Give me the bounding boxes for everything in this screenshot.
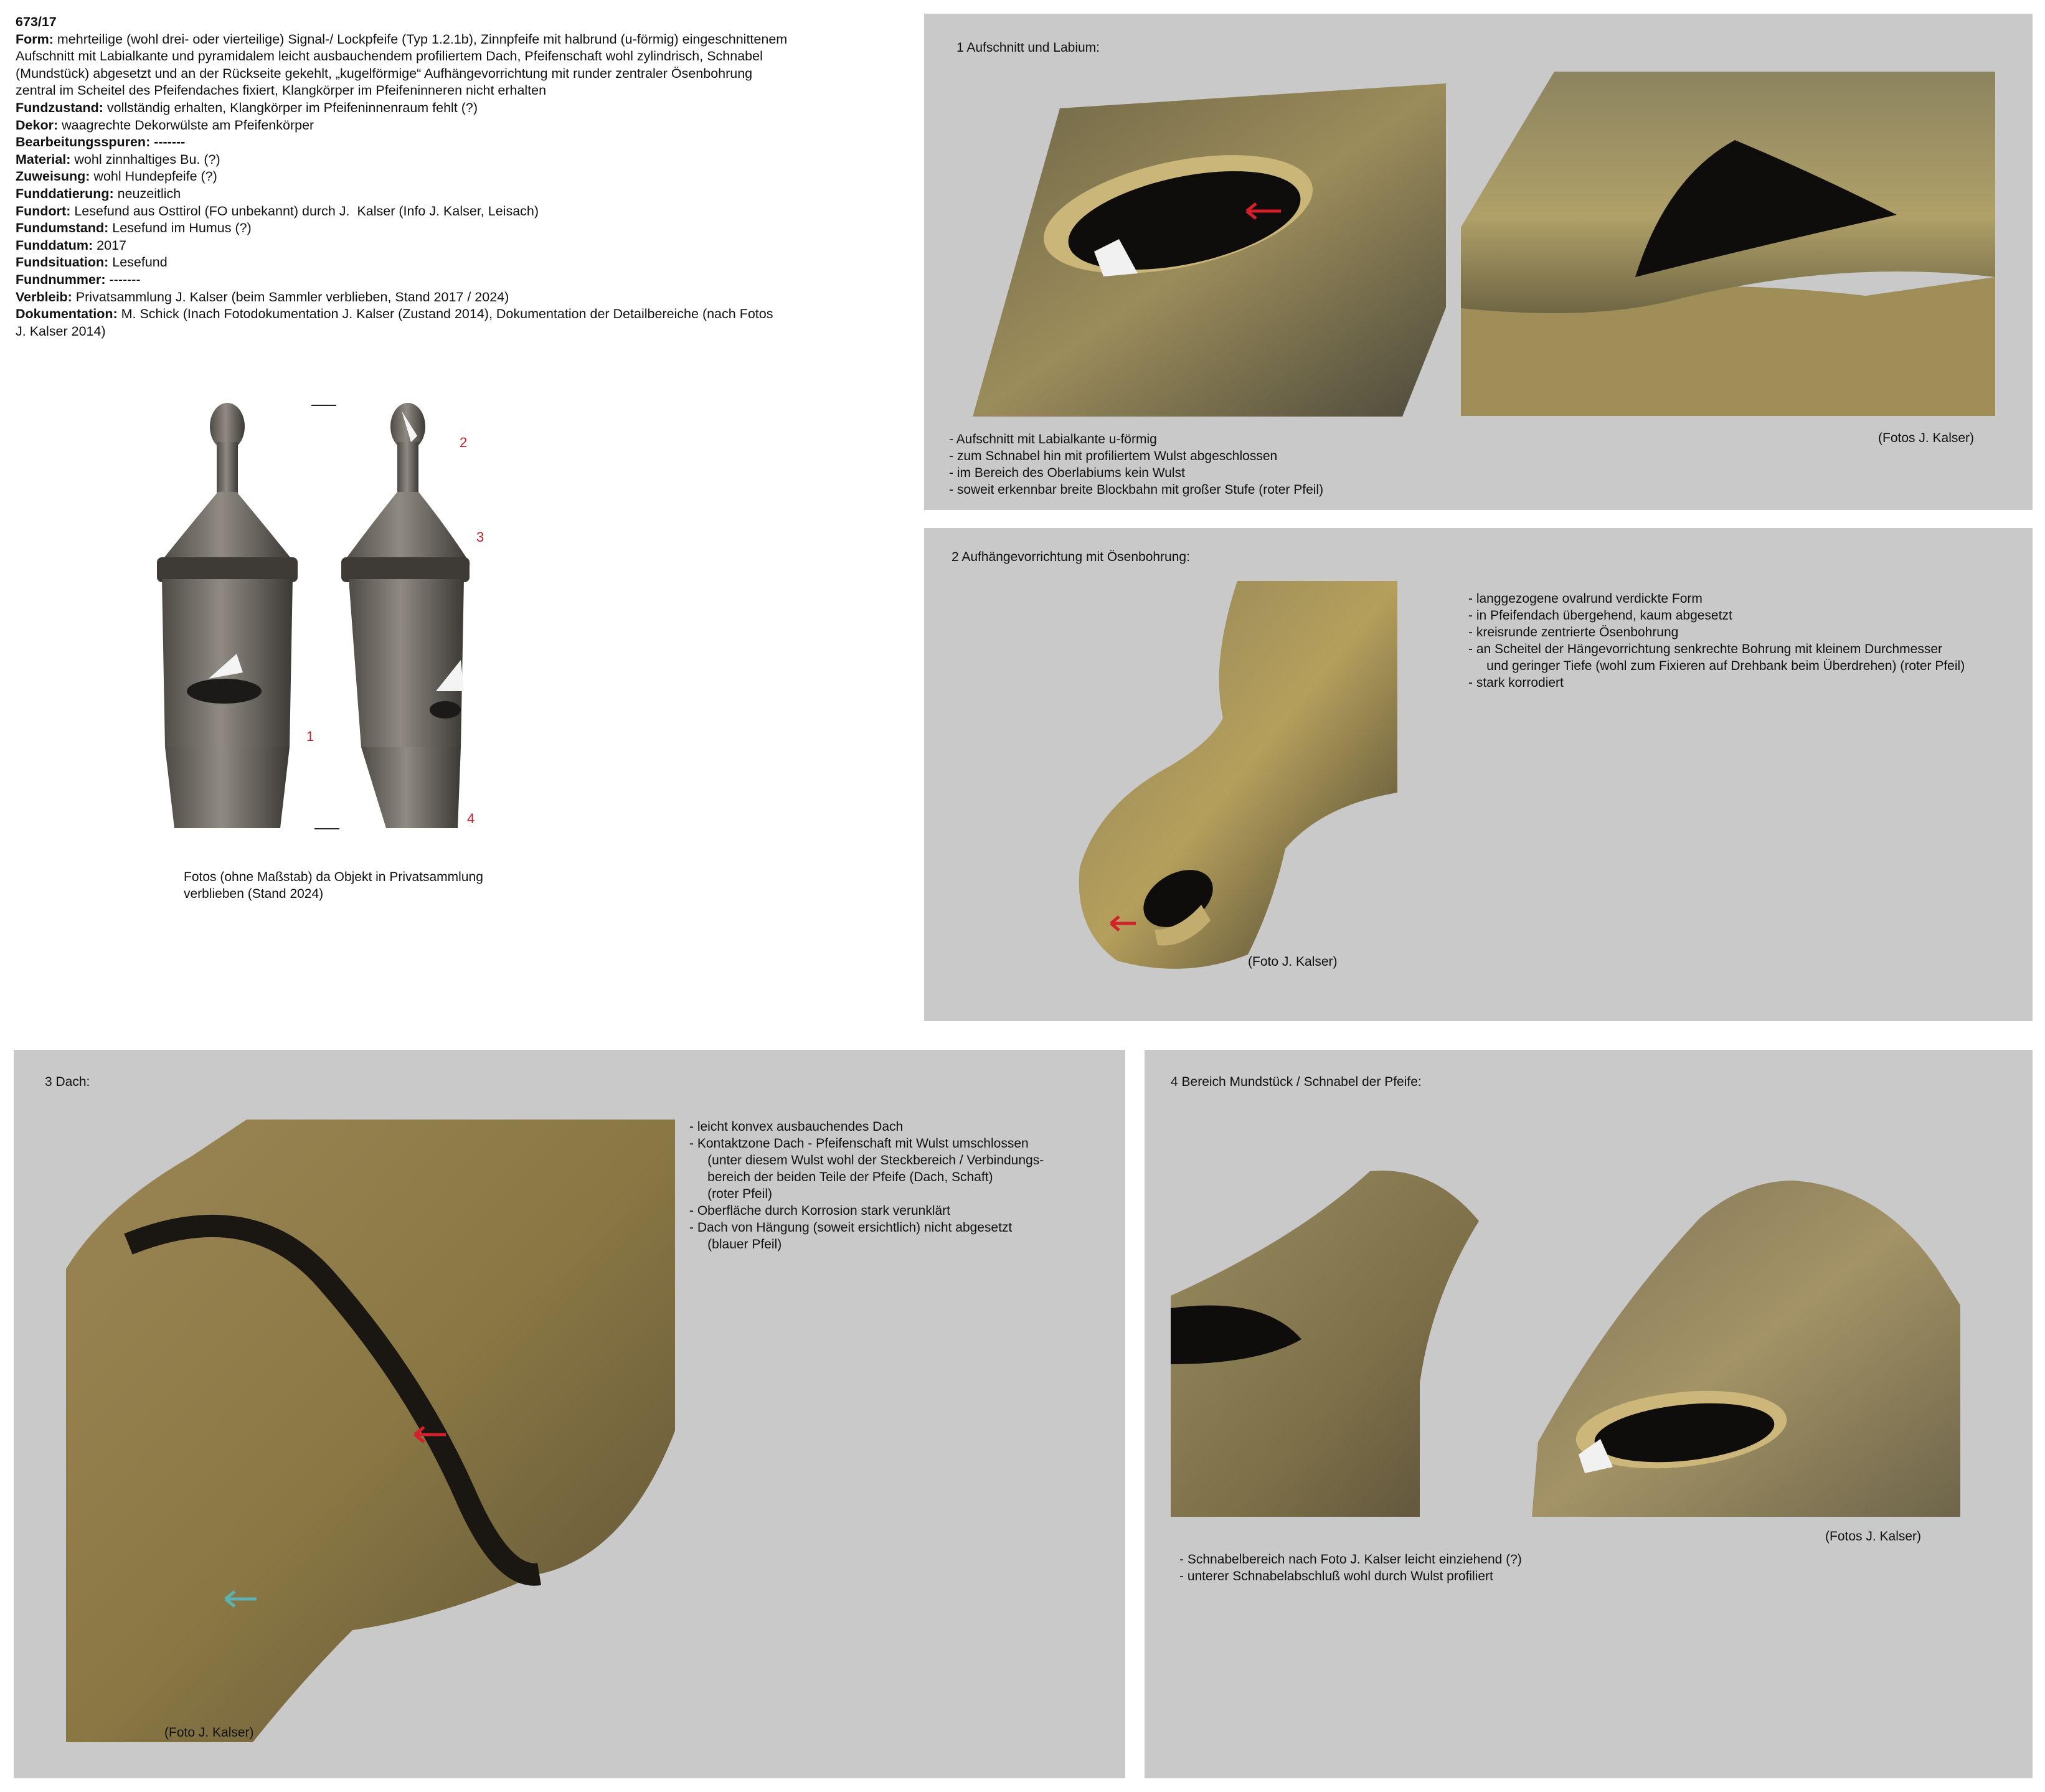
catalog-line-text: wohl zinnhaltiges Bu. (?)	[70, 151, 220, 167]
scale-tick-bottom	[314, 828, 339, 829]
panel1-credit: (Fotos J. Kalser)	[1878, 431, 1975, 445]
catalog-line	[16, 65, 850, 83]
catalog-line	[16, 306, 850, 323]
catalog-line-text: waagrechte Dekorwülste am Pfeifenkörper	[58, 117, 314, 133]
catalog-line-text: Aufschnitt mit Labialkante und pyramidalem leicht ausbauchendem profiliertem Dach, Pfeifenschaft wohl zylindrisch, Schnabel	[16, 49, 763, 64]
catalog-line-text: 2017	[93, 237, 127, 253]
catalog-line	[16, 271, 850, 289]
catalog-line	[16, 254, 850, 271]
panel1-notes: - Aufschnitt mit Labialkante u-förmig - zum Schnabel hin mit profiliertem Wulst abgeschlossen - im Bereich des Oberlabiums kein Wulst - soweit erkennbar breite Blockbahn mit großer Stufe (roter Pfeil)	[949, 432, 1324, 497]
catalog-line	[16, 323, 850, 341]
catalog-line-label: Zuweisung:	[16, 169, 90, 184]
catalog-line	[16, 48, 850, 65]
catalog-line	[16, 289, 850, 306]
catalog-lines	[16, 31, 850, 341]
catalog-line-label: Fundsituation:	[16, 255, 109, 270]
catalog-line	[16, 168, 850, 186]
catalog-line-text: zentral im Scheitel des Pfeifendaches fixiert, Klangkörper im Pfeifeninneren nicht erhalten	[16, 83, 547, 98]
catalog-line-text: Lesefund aus Osttirol (FO unbekannt) durch J. Kalser (Info J. Kalser, Leisach)	[70, 203, 539, 219]
panel4-notes: - Schnabelbereich nach Foto J. Kalser leicht einziehend (?) - unterer Schnabelabschluß wohl durch Wulst profiliert	[1179, 1552, 1522, 1583]
panel2-photo	[1024, 581, 1397, 973]
catalog-line	[16, 82, 850, 100]
catalog-line	[16, 220, 850, 237]
catalog-line-label: Material:	[16, 151, 71, 167]
catalog-line	[16, 203, 850, 220]
panel3-credit: (Foto J. Kalser)	[164, 1725, 254, 1740]
catalog-line-label: Dekor:	[16, 117, 59, 133]
catalog-line-text: Privatsammlung J. Kalser (beim Sammler verblieben, Stand 2017 / 2024)	[72, 289, 509, 304]
panel4-photo-right	[1532, 1181, 1960, 1517]
panel2-credit: (Foto J. Kalser)	[1248, 955, 1338, 969]
panel4-title: 4 Bereich Mundstück / Schnabel der Pfeife:	[1171, 1075, 1422, 1089]
marker-4: 4	[467, 811, 475, 826]
panel-aufhaengevorrichtung	[924, 528, 2033, 1021]
catalog-line-label: Fundumstand:	[16, 220, 109, 236]
catalog-line-label: Fundort:	[16, 203, 71, 219]
whistle-front-photo	[149, 398, 305, 834]
panel-dach	[14, 1050, 1125, 1778]
catalog-line-text: Lesefund	[108, 255, 168, 270]
panel-aufschnitt-labium	[924, 14, 2033, 510]
catalog-line-label: Form:	[16, 31, 54, 47]
panel3-notes: - leicht konvex ausbauchendes Dach - Kontaktzone Dach - Pfeifenschaft mit Wulst umschlossen (unter diesem Wulst wohl der Steckbereich / Verbindungs- bereich der beiden Teile der Pfeife (Dach, Schaft) (roter Pfeil) - Oberfläche durch Korrosion stark verunklärt - Dach von Hängung (soweit ersichtlich) nicht abgesetzt (blauer Pfeil)	[689, 1120, 1044, 1252]
catalog-line	[16, 186, 850, 203]
catalog-line-label: Fundnummer:	[16, 271, 106, 287]
catalog-line	[16, 100, 850, 117]
panel-mundstueck	[1145, 1050, 2033, 1778]
catalog-line-text: mehrteilige (wohl drei- oder vierteilige) Signal-/ Lockpfeife (Typ 1.2.1b), Zinnpfeife mit halbrund (u-förmig) eingeschnittenem	[53, 31, 788, 47]
catalog-line-text: J. Kalser 2014)	[16, 323, 106, 339]
catalog-line-text: M. Schick (Inach Fotodokumentation J. Kalser (Zustand 2014), Dokumentation der Detailbereiche (nach Fotos	[117, 306, 773, 322]
panel1-photo-left	[954, 83, 1446, 417]
panel1-title: 1 Aufschnitt und Labium:	[956, 40, 1100, 55]
catalog-line-label: Verbleib:	[16, 289, 72, 304]
panel3-photo	[66, 1120, 675, 1742]
catalog-line	[16, 31, 850, 49]
catalog-line-text: (Mundstück) abgesetzt und an der Rückseite gekehlt, „kugelförmige“ Aufhängevorrichtung mit runder zentraler Ösenbohrung	[16, 65, 753, 81]
panel2-title: 2 Aufhängevorrichtung mit Ösenbohrung:	[952, 550, 1190, 564]
panel1-photo-right	[1461, 72, 1995, 416]
panel3-title: 3 Dach:	[45, 1075, 90, 1089]
overview-caption: Fotos (ohne Maßstab) da Objekt in Privatsammlung verblieben (Stand 2024)	[184, 870, 483, 901]
catalog-line-label: Bearbeitungsspuren: -------	[16, 134, 186, 150]
marker-3: 3	[476, 529, 484, 545]
catalog-line-text: vollständig erhalten, Klangkörper im Pfeifeninnenraum fehlt (?)	[103, 100, 478, 115]
catalog-line-label: Funddatum:	[16, 237, 93, 253]
panel4-photo-left	[1171, 1159, 1482, 1517]
catalog-line-text: wohl Hundepfeife (?)	[90, 169, 217, 184]
catalog-line-label: Funddatierung:	[16, 186, 114, 201]
catalog-number: 673/17	[16, 14, 57, 29]
scale-tick-top	[311, 405, 336, 406]
panel2-notes: - langgezogene ovalrund verdickte Form - in Pfeifendach übergehend, kaum abgesetzt - kreisrunde zentrierte Ösenbohrung - an Scheitel der Hängevorrichtung senkrechte Bohrung mit kleinem Durchmesser und geringer Tiefe (wohl zum Fixieren auf Drehbank beim Überdrehen) (roter Pfeil) - stark korrodiert	[1468, 592, 1965, 690]
whistle-side-photo	[336, 398, 470, 834]
marker-1: 1	[306, 729, 314, 744]
catalog-line-label: Dokumentation:	[16, 306, 118, 322]
catalog-line	[16, 134, 850, 151]
catalog-line-text: -------	[105, 271, 141, 287]
marker-2: 2	[460, 435, 468, 450]
catalog-entry	[16, 14, 850, 340]
catalog-line	[16, 237, 850, 255]
catalog-line	[16, 117, 850, 134]
catalog-line-label: Fundzustand:	[16, 100, 103, 115]
catalog-line	[16, 151, 850, 169]
catalog-line-text: neuzeitlich	[113, 186, 181, 201]
catalog-line-text: Lesefund im Humus (?)	[108, 220, 252, 236]
panel4-credit: (Fotos J. Kalser)	[1825, 1529, 1922, 1544]
